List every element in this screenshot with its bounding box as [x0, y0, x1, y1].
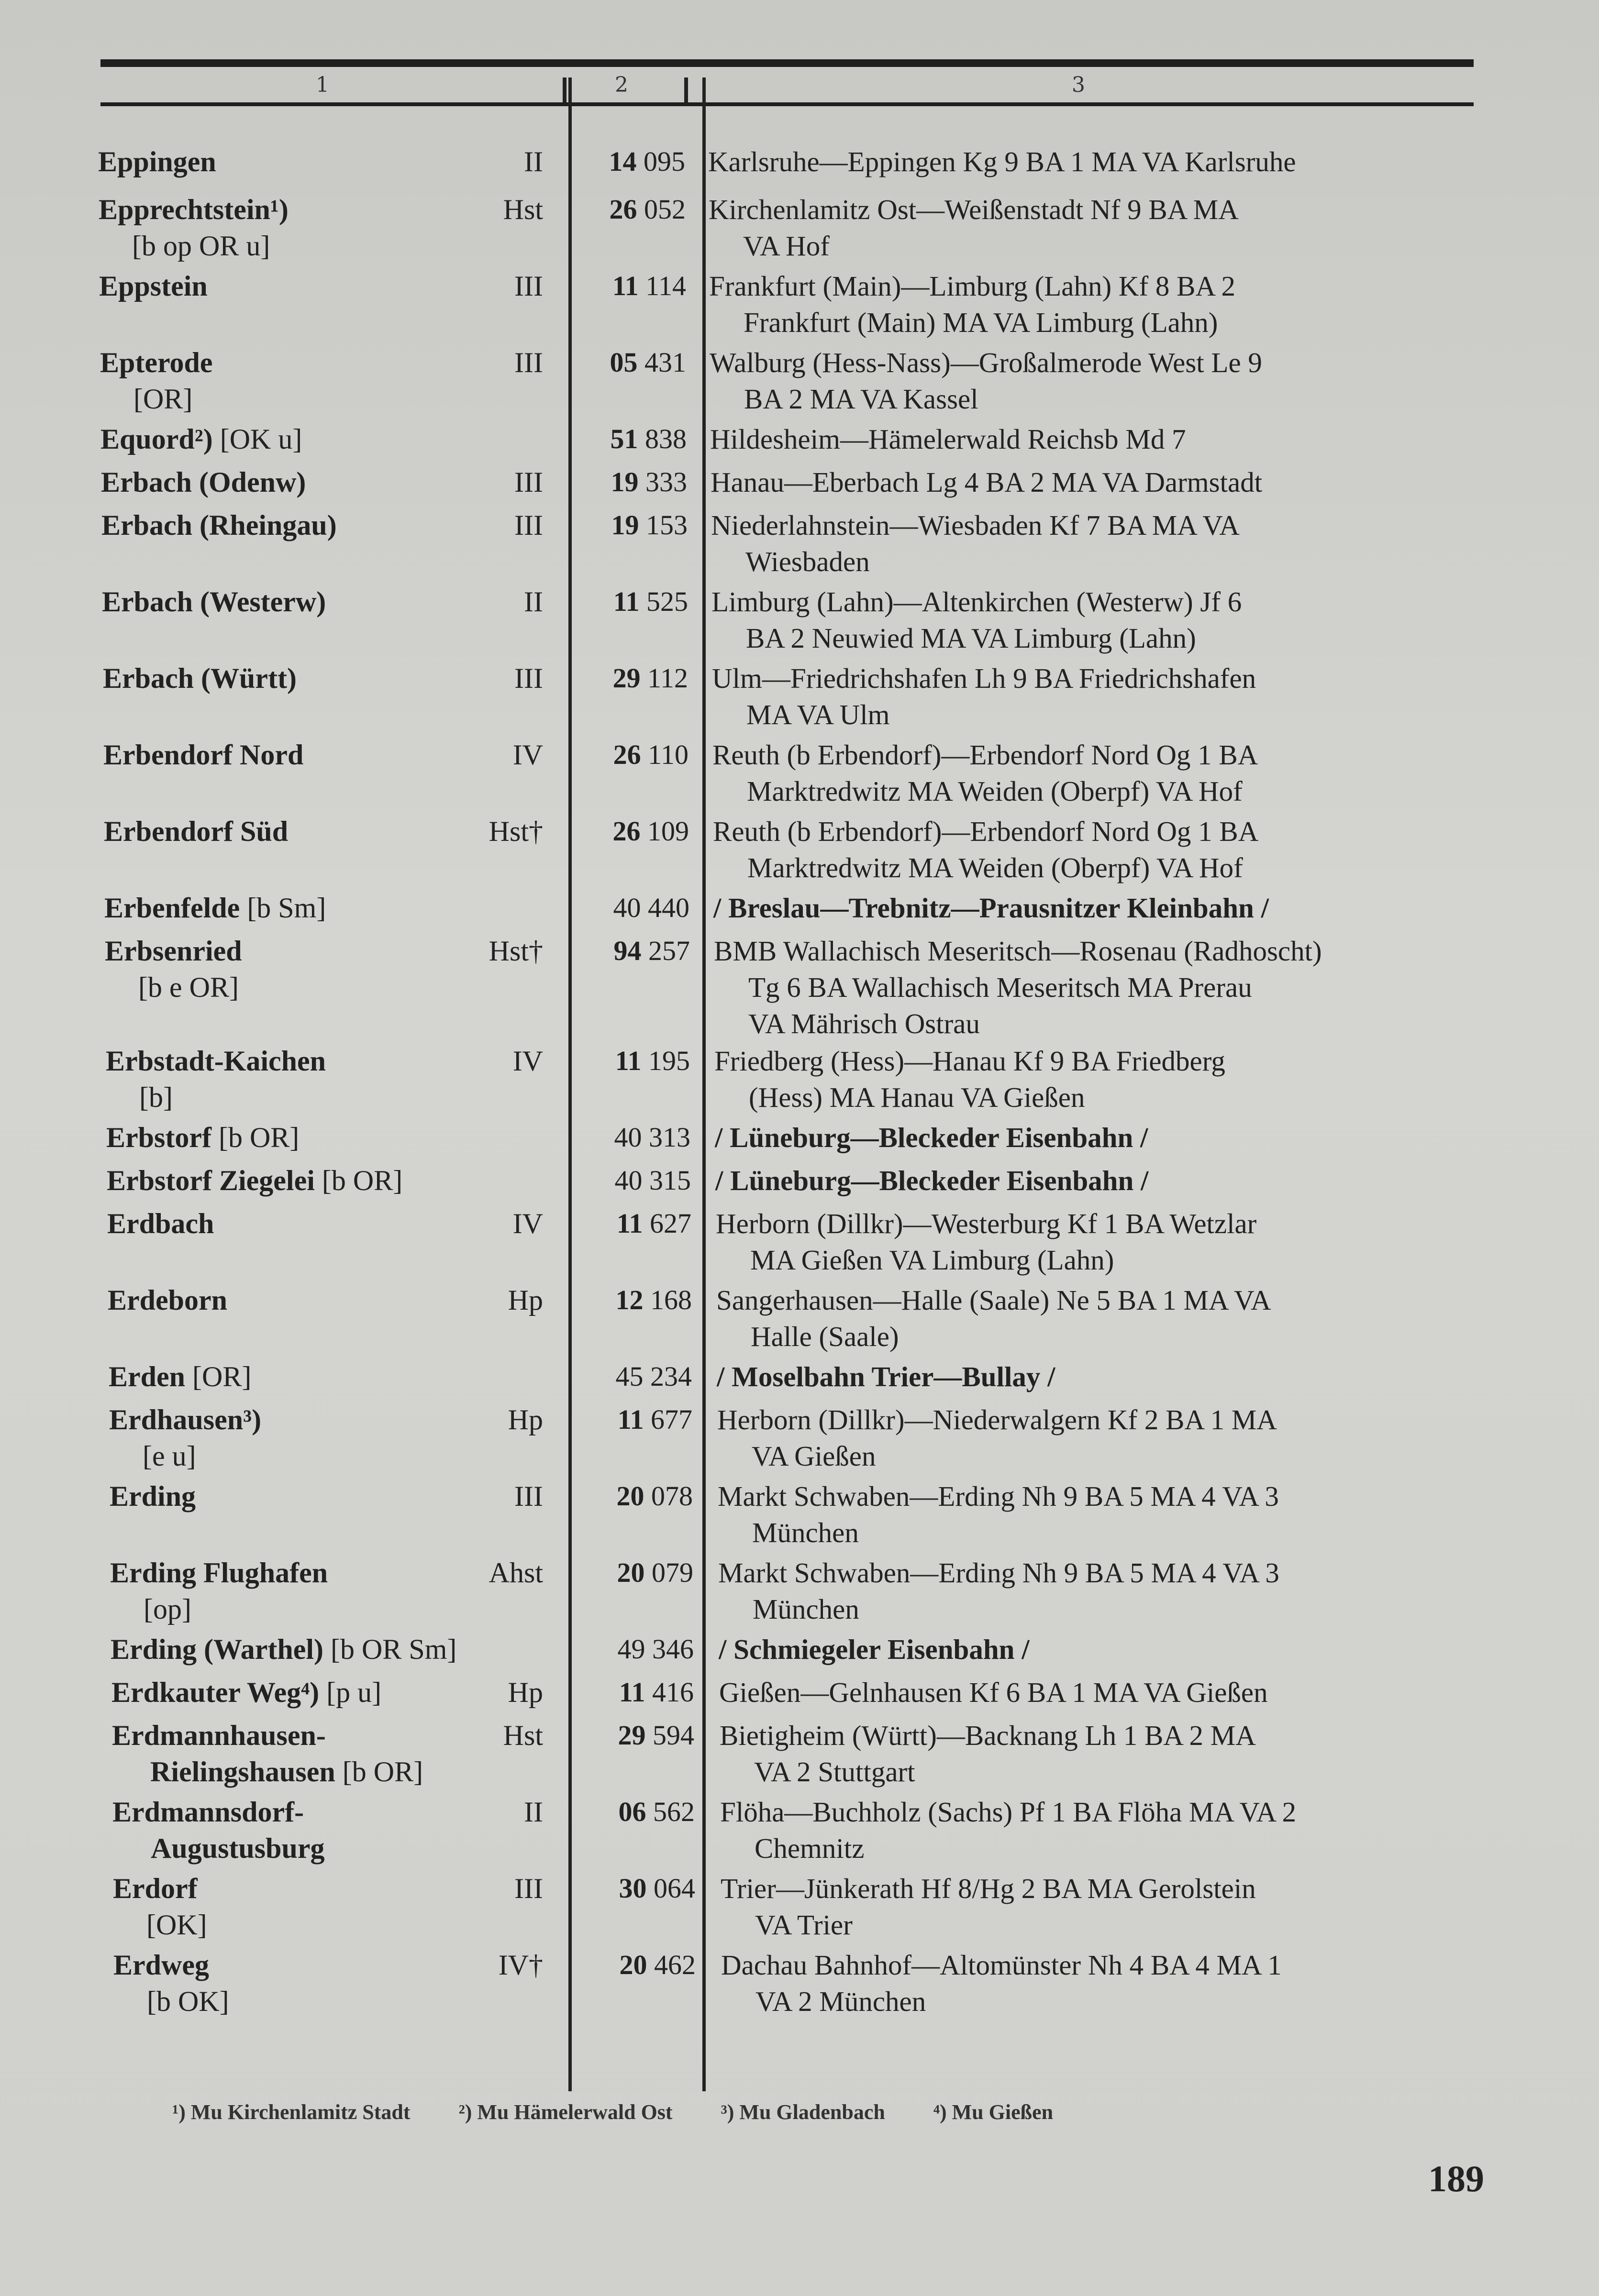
station-name — [100, 421, 531, 457]
station-number-prefix: 26 — [612, 816, 641, 847]
route-description — [715, 1162, 1500, 1199]
column-number-2: 2 — [615, 73, 628, 97]
station-number-suffix: 462 — [654, 1949, 696, 1980]
station-number-suffix: 562 — [653, 1796, 695, 1827]
station-name — [104, 890, 535, 926]
station-number — [567, 1358, 692, 1395]
route-description — [716, 1282, 1501, 1355]
route-line: Reuth (b Erbendorf)—Erbendorf Nord Og 1 BA — [713, 816, 1259, 847]
route-description — [721, 1947, 1506, 2020]
route-line-continued: MA Gießen VA Limburg (Lahn) — [750, 1244, 1114, 1276]
station-code: [b OR] — [335, 1756, 423, 1788]
station-number-prefix: 26 — [613, 739, 641, 770]
station-category: IV† — [498, 1949, 543, 1981]
station-number-prefix: 26 — [609, 194, 637, 225]
route-description — [716, 1205, 1500, 1278]
route-description — [712, 660, 1497, 733]
station-category: Hst — [503, 1720, 543, 1751]
station-code: [b OR Sm] — [323, 1634, 457, 1665]
station-name-text: Erdkauter Weg⁴) — [111, 1677, 320, 1708]
station-number — [564, 737, 688, 773]
station-code: [b OR] — [314, 1165, 403, 1196]
route-line-continued: VA Hof — [743, 230, 830, 262]
station-number — [562, 421, 687, 457]
station-name-text: Epprechtstein¹) — [99, 194, 289, 225]
station-number — [566, 1162, 691, 1199]
route-line-continued: (Hess) MA Hanau VA Gießen — [749, 1082, 1085, 1113]
station-name — [106, 1119, 537, 1156]
page-number: 189 — [1428, 2158, 1484, 2199]
station-category: Hst† — [489, 816, 543, 847]
station-number-prefix: 11 — [617, 1404, 644, 1435]
station-category: II — [524, 586, 543, 618]
station-category: III — [514, 1873, 543, 1904]
station-name-text: Erdorf — [113, 1873, 198, 1904]
route-line-continued: MA VA Ulm — [746, 699, 890, 730]
station-number — [563, 464, 687, 500]
station-number — [571, 1870, 695, 1907]
station-number — [567, 1205, 691, 1242]
station-number — [566, 1119, 690, 1156]
station-number-prefix: 06 — [618, 1796, 646, 1827]
station-number — [569, 1674, 694, 1711]
station-number-suffix: 677 — [651, 1404, 692, 1435]
station-number-suffix: 49 346 — [617, 1634, 694, 1665]
route-description — [711, 507, 1496, 580]
station-number-suffix: 112 — [647, 662, 688, 694]
station-name-text: Erbendorf Nord — [103, 739, 304, 771]
route-line-continued: Halle (Saale) — [751, 1321, 899, 1352]
station-category: IV — [512, 1208, 543, 1239]
route-line: Gießen—Gelnhausen Kf 6 BA 1 MA VA Gießen — [719, 1677, 1268, 1708]
station-name-text: Erbach (Odenw) — [101, 466, 306, 498]
station-number-suffix: 45 234 — [615, 1361, 692, 1392]
station-name-text: Equord²) — [100, 423, 213, 455]
station-category: IV — [512, 739, 543, 771]
station-code: [b Sm] — [240, 892, 326, 924]
station-number — [561, 144, 685, 180]
route-description — [717, 1402, 1502, 1474]
route-line: Sangerhausen—Halle (Saale) Ne 5 BA 1 MA VA — [716, 1284, 1271, 1316]
route-description — [708, 144, 1493, 180]
station-name-text: Erbstorf Ziegelei — [107, 1165, 315, 1196]
route-line-continued: München — [752, 1517, 859, 1548]
station-number — [564, 660, 688, 696]
station-name-text: Eppstein — [99, 270, 208, 302]
station-name-text: Erbstorf — [106, 1122, 211, 1153]
station-name-text: Erdmannsdorf- — [112, 1796, 304, 1828]
route-line-continued: Marktredwitz MA Weiden (Oberpf) VA Hof — [747, 852, 1243, 883]
station-name-text: Erdbach — [107, 1208, 214, 1239]
station-number-suffix: 195 — [648, 1045, 690, 1076]
station-category: Hp — [508, 1677, 543, 1708]
station-number-suffix: 078 — [651, 1480, 693, 1512]
route-line-continued: VA 2 Stuttgart — [754, 1756, 915, 1788]
route-line: Bietigheim (Württ)—Backnang Lh 1 BA 2 MA — [720, 1720, 1256, 1751]
station-number-suffix: 114 — [645, 270, 686, 301]
station-number-suffix: 079 — [652, 1557, 693, 1588]
station-name-text: Erbendorf Süd — [104, 816, 289, 847]
station-number-suffix: 109 — [647, 816, 689, 847]
station-category: Ahst — [489, 1557, 543, 1589]
station-name — [111, 1631, 541, 1667]
route-line: / Lüneburg—Bleckeder Eisenbahn / — [715, 1122, 1148, 1153]
header-rule-top — [100, 59, 1474, 67]
column-number-1: 1 — [316, 73, 329, 97]
route-line: Flöha—Buchholz (Sachs) Pf 1 BA Flöha MA VA 2 — [720, 1796, 1297, 1828]
header-divider-1 — [563, 77, 566, 105]
station-number-suffix: 153 — [646, 509, 688, 541]
station-category: II — [524, 1796, 543, 1828]
station-name-continued — [112, 1754, 543, 1790]
route-description — [710, 421, 1495, 457]
route-line: Markt Schwaben—Erding Nh 9 BA 5 MA 4 VA 3 — [718, 1480, 1279, 1512]
footnote-4: ⁴) Mu Gießen — [933, 2100, 1054, 2124]
station-name-text: Erding (Warthel) — [111, 1634, 323, 1665]
station-category: III — [514, 270, 543, 302]
route-description — [709, 268, 1494, 341]
route-line: Walburg (Hess-Nass)—Großalmerode West Le 9 — [710, 347, 1262, 378]
station-number-prefix: 51 — [610, 423, 638, 454]
station-number-prefix: 30 — [619, 1873, 647, 1904]
station-number — [569, 1555, 693, 1591]
station-number-prefix: 14 — [609, 146, 637, 177]
station-category: Hst† — [489, 935, 543, 967]
station-name-text: Erden — [109, 1361, 186, 1392]
station-name-text: Erding Flughafen — [110, 1557, 328, 1589]
route-description — [711, 584, 1496, 656]
station-name-text: Erding — [110, 1480, 196, 1512]
route-line-continued: Wiesbaden — [745, 546, 870, 577]
station-code: [b OK] — [147, 1986, 229, 2017]
route-line-continued: Marktredwitz MA Weiden (Oberpf) VA Hof — [747, 775, 1243, 807]
column-divider-2 — [702, 77, 706, 2091]
station-number-prefix: 11 — [616, 1208, 643, 1239]
station-number-suffix: 052 — [644, 194, 686, 225]
route-line: Niederlahnstein—Wiesbaden Kf 7 BA MA VA — [711, 509, 1240, 541]
station-number — [570, 1794, 695, 1830]
station-number — [566, 933, 690, 969]
station-number-suffix: 257 — [648, 935, 690, 966]
station-number-prefix: 29 — [618, 1720, 646, 1751]
station-category: III — [514, 509, 543, 541]
header-rule-bottom — [100, 102, 1474, 106]
station-number-suffix: 40 313 — [614, 1122, 690, 1153]
route-description — [720, 1717, 1504, 1790]
route-line: Ulm—Friedrichshafen Lh 9 BA Friedrichshafen — [712, 662, 1256, 694]
station-code: [b e OR] — [138, 971, 239, 1003]
route-description — [718, 1478, 1502, 1551]
station-name-text: Erbach (Württ) — [103, 662, 297, 694]
station-name-text: Erdmannhausen- — [112, 1720, 326, 1751]
station-category: III — [514, 1480, 543, 1512]
route-line: Dachau Bahnhof—Altomünster Nh 4 BA 4 MA 1 — [721, 1949, 1282, 1981]
station-code: [b op OR u] — [132, 230, 270, 262]
station-number-suffix: 627 — [650, 1208, 691, 1239]
route-line: Karlsruhe—Eppingen Kg 9 BA 1 MA VA Karlsruhe — [708, 146, 1296, 177]
station-number-suffix: 40 315 — [614, 1165, 691, 1196]
station-category: Hst — [503, 194, 543, 225]
route-description — [718, 1555, 1503, 1627]
station-name-text: Erdeborn — [108, 1284, 228, 1316]
station-name-continued — [112, 1830, 543, 1866]
route-line-continued: VA Mährisch Ostrau — [748, 1008, 980, 1039]
route-description — [714, 1043, 1499, 1115]
route-line: BMB Wallachisch Meseritsch—Rosenau (Radhoscht) — [714, 935, 1322, 967]
route-line: / Lüneburg—Bleckeder Eisenbahn / — [715, 1165, 1149, 1196]
route-description — [719, 1631, 1503, 1667]
route-line: / Schmiegeler Eisenbahn / — [719, 1634, 1030, 1665]
station-number-suffix: 431 — [644, 347, 686, 378]
station-name — [107, 1162, 537, 1199]
station-category: III — [514, 466, 543, 498]
route-description — [719, 1674, 1504, 1711]
route-line: Markt Schwaben—Erding Nh 9 BA 5 MA 4 VA 3 — [718, 1557, 1279, 1589]
route-line: / Breslau—Trebnitz—Prausnitzer Kleinbahn / — [713, 892, 1269, 924]
station-name-text: Erbsenried — [105, 935, 242, 967]
route-line: Herborn (Dillkr)—Westerburg Kf 1 BA Wetzlar — [716, 1208, 1257, 1239]
station-number — [566, 1043, 690, 1079]
station-number-prefix: 20 — [616, 1480, 644, 1512]
station-number-prefix: 29 — [612, 662, 641, 694]
station-number-suffix: 525 — [646, 586, 688, 617]
station-name-text: Eppingen — [98, 146, 216, 177]
station-number-prefix: 11 — [612, 270, 639, 301]
station-name-text: Erbenfelde — [104, 892, 240, 924]
station-number-prefix: 20 — [619, 1949, 647, 1980]
station-number-suffix: 333 — [645, 466, 687, 497]
station-number-prefix: 12 — [615, 1284, 644, 1315]
route-description — [710, 344, 1494, 417]
station-number-suffix: 838 — [645, 423, 687, 454]
route-description — [720, 1794, 1505, 1866]
station-category: Hp — [508, 1284, 543, 1316]
station-name-part: Augustusburg — [151, 1832, 325, 1864]
station-number-prefix: 11 — [613, 586, 640, 617]
station-code: [OK] — [146, 1909, 207, 1941]
station-category: Hp — [508, 1404, 543, 1435]
route-description — [713, 813, 1498, 886]
route-line-continued: VA Trier — [755, 1909, 853, 1941]
route-line-continued: BA 2 MA VA Kassel — [744, 383, 978, 415]
station-code: [b OR] — [211, 1122, 300, 1153]
station-name-text: Erdweg — [113, 1949, 209, 1981]
station-number-prefix: 19 — [611, 466, 639, 497]
footnote-1: ¹) Mu Kirchenlamitz Stadt — [172, 2100, 411, 2124]
route-line: / Moselbahn Trier—Bullay / — [717, 1361, 1055, 1392]
station-number — [564, 584, 688, 620]
route-description — [721, 1870, 1505, 1943]
station-number-suffix: 095 — [644, 146, 685, 177]
route-description — [711, 464, 1495, 500]
station-code: [OK u] — [212, 423, 302, 455]
station-number-prefix: 05 — [610, 347, 638, 378]
station-code: [op] — [144, 1593, 191, 1625]
station-number-prefix: 20 — [617, 1557, 645, 1588]
route-line-continued: BA 2 Neuwied MA VA Limburg (Lahn) — [746, 622, 1196, 654]
station-name — [109, 1358, 539, 1395]
route-description — [717, 1358, 1501, 1395]
station-number-prefix: 94 — [613, 935, 642, 966]
station-category: IV — [512, 1045, 543, 1077]
route-description — [713, 890, 1498, 926]
route-line-continued: Frankfurt (Main) MA VA Limburg (Lahn) — [744, 307, 1218, 338]
route-line-continued: Chemnitz — [755, 1832, 865, 1864]
station-name-text: Erdhausen³) — [109, 1404, 262, 1435]
station-number — [567, 1282, 692, 1318]
station-name-text: Epterode — [100, 347, 213, 378]
route-description — [709, 191, 1493, 264]
route-description — [712, 737, 1497, 809]
station-number — [570, 1717, 694, 1754]
station-number — [562, 268, 686, 304]
route-line: Reuth (b Erbendorf)—Erbendorf Nord Og 1 BA — [712, 739, 1258, 771]
station-name-part: Rielingshausen — [150, 1756, 335, 1788]
station-category: II — [524, 146, 543, 177]
route-description — [715, 1119, 1499, 1156]
route-line-continued: Tg 6 BA Wallachisch Meseritsch MA Prerau — [748, 971, 1252, 1003]
route-line: Limburg (Lahn)—Altenkirchen (Westerw) Jf 6 — [711, 586, 1242, 618]
station-code: [OR] — [133, 383, 193, 415]
station-number-suffix: 168 — [650, 1284, 692, 1315]
station-number — [568, 1478, 693, 1514]
footnote-3: ³) Mu Gladenbach — [721, 2100, 885, 2124]
route-line: Hildesheim—Hämelerwald Reichsb Md 7 — [710, 423, 1186, 455]
station-number — [561, 191, 686, 228]
station-code: [p u] — [319, 1677, 382, 1708]
station-number — [569, 1631, 694, 1667]
station-code: [b] — [139, 1082, 173, 1113]
route-line: Herborn (Dillkr)—Niederwalgern Kf 2 BA 1 MA — [717, 1404, 1277, 1435]
route-line-continued: VA 2 München — [755, 1986, 926, 2017]
footnote-2: ²) Mu Hämelerwald Ost — [458, 2100, 673, 2124]
route-line: Friedberg (Hess)—Hanau Kf 9 BA Friedberg — [714, 1045, 1225, 1077]
station-number-prefix: 11 — [619, 1677, 645, 1708]
station-number-prefix: 11 — [615, 1045, 642, 1076]
station-number-prefix: 19 — [611, 509, 639, 541]
route-line: Kirchenlamitz Ost—Weißenstadt Nf 9 BA MA — [709, 194, 1239, 225]
station-name-text: Erbstadt-Kaichen — [106, 1045, 326, 1077]
station-number-suffix: 064 — [654, 1873, 695, 1904]
route-line: Hanau—Eberbach Lg 4 BA 2 MA VA Darmstadt — [711, 466, 1263, 498]
station-code: [e u] — [143, 1440, 196, 1472]
station-number — [563, 507, 688, 543]
station-number — [571, 1947, 696, 1983]
station-code: [OR] — [185, 1361, 252, 1392]
station-number-suffix: 40 440 — [613, 892, 689, 923]
station-number — [565, 813, 689, 850]
station-number — [568, 1402, 692, 1438]
station-number — [565, 890, 689, 926]
route-line-continued: VA Gießen — [752, 1440, 876, 1472]
footnotes — [172, 2100, 1464, 2124]
station-category: III — [514, 347, 543, 378]
route-line-continued: München — [753, 1593, 859, 1625]
station-name-text: Erbach (Westerw) — [102, 586, 326, 618]
station-number-suffix: 416 — [652, 1677, 694, 1708]
station-number — [562, 344, 686, 381]
route-line: Trier—Jünkerath Hf 8/Hg 2 BA MA Gerolstein — [721, 1873, 1256, 1904]
header-divider-2 — [684, 77, 688, 105]
column-number-3: 3 — [1072, 73, 1085, 97]
station-name-text: Erbach (Rheingau) — [101, 509, 337, 541]
station-number-suffix: 594 — [653, 1720, 694, 1751]
station-category: III — [514, 662, 543, 694]
route-description — [714, 933, 1499, 1042]
station-number-suffix: 110 — [648, 739, 688, 770]
route-line: Frankfurt (Main)—Limburg (Lahn) Kf 8 BA 2 — [709, 270, 1236, 302]
